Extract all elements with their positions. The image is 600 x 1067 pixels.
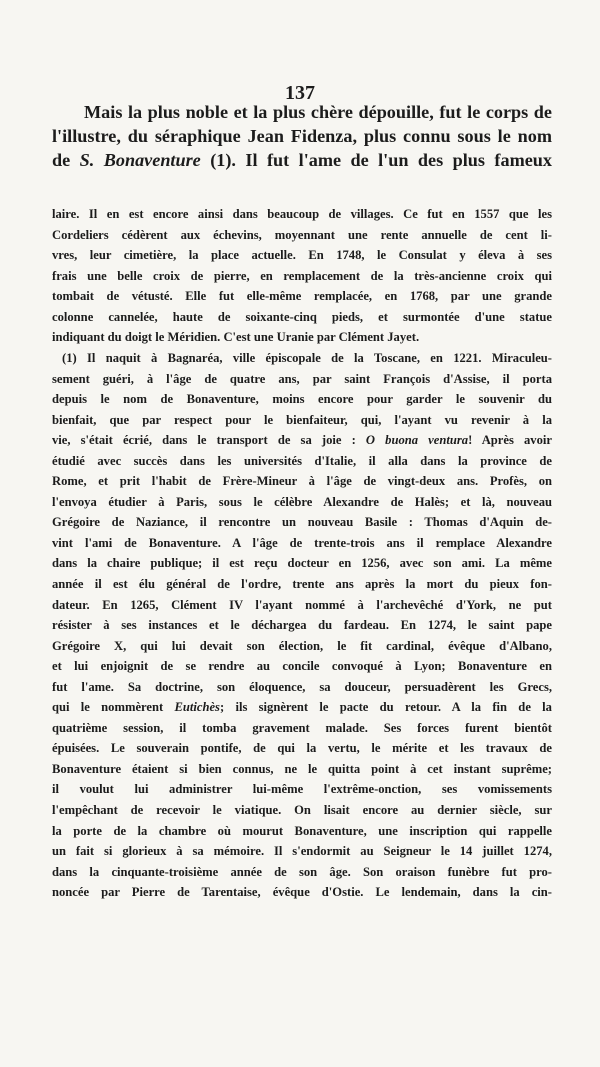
footnote-line: [52, 697, 552, 718]
footnote-line: Rome, et prit l'habit de Frère-Mineur à l'âge de vingt-deux ans. Profès, on: [52, 474, 552, 489]
text-segment: de: [52, 150, 80, 170]
footnote-line: Grégoire de Naziance, il rencontre un nouveau Basile : Thomas d'Aquin de-: [52, 515, 552, 530]
footnote-line: épuisées. Le souverain pontife, de qui la vertu, le mérite et les travaux de: [52, 741, 552, 756]
footnote-line: dans la cinquante-troisième année de son âge. Son oraison funèbre fut pro-: [52, 864, 552, 879]
italic-name: S. Bonaventure: [79, 150, 201, 170]
footnote-line: dans la chaire publique; il est reçu docteur en 1256, avec son ami. La même: [52, 556, 552, 571]
text-line: l'illustre, du séraphique Jean Fidenza, plus connu sous le nom: [52, 126, 552, 146]
footnote-1: [52, 348, 552, 903]
footnote-line: tombait de vétusté. Elle fut elle-même remplacée, en 1768, par une grande: [52, 289, 552, 304]
footnote-line: frais une belle croix de pierre, en remplacement de la très-ancienne croix qui: [52, 268, 552, 283]
footnote-line: vres, leur cimetière, la place actuelle. En 1748, le Consulat y éleva à ses: [52, 248, 552, 263]
footnote-continuation: [52, 204, 552, 348]
text-segment: ; ils signèrent le pacte du retour. A la fin de la: [219, 700, 552, 715]
footnote-line: bienfait, que par respect pour le bienfaiteur, qui, l'ayant vu revenir à la: [52, 412, 552, 427]
footnote-line: et lui enjoignit de se rendre au concile convoqué à Lyon; Bonaventure en: [52, 659, 552, 674]
italic-name: Eutichès: [174, 700, 220, 715]
text-line: [52, 148, 552, 172]
italic-quote: O buona ventura: [365, 433, 469, 448]
footnote-line: colonne cannelée, haute de soixante-cinq pieds, et surmontée d'une statue: [52, 309, 552, 324]
footnote-line: sement guéri, à l'âge de quatre ans, par saint François d'Assise, il porta: [52, 371, 552, 386]
footnote-line: résister à ses instances et le déchargea du fardeau. En 1274, le saint pape: [52, 618, 552, 633]
main-text-paragraph: [52, 100, 552, 172]
text-segment: ! Après avoir: [468, 433, 552, 448]
text-line: Mais la plus noble et la plus chère dépouille, fut le corps de: [84, 102, 552, 122]
page-number: 137: [285, 82, 315, 104]
footnote-line: la porte de la chambre où mourut Bonaventure, une inscription qui rappelle: [52, 823, 552, 838]
footnote-line: vint l'ami de Bonaventure. A l'âge de trente-trois ans il remplace Alexandre: [52, 535, 552, 550]
footnote-line: étudié avec succès dans les universités d'Italie, il alla dans la province de: [52, 453, 552, 468]
footnote-line: année il est élu général de l'ordre, trente ans après la mort du pieux fon-: [52, 577, 552, 592]
text-segment: vie, s'était écrié, dans le transport de sa joie :: [52, 433, 366, 448]
text-segment: (1). Il fut l'ame de l'un des plus fameux: [200, 150, 552, 170]
text-segment: qui le nommèrent: [52, 700, 175, 715]
footnote-line: indiquant du doigt le Méridien. C'est une Uranie par Clément Jayet.: [52, 330, 420, 345]
footnote-line: Cordeliers cédèrent aux échevins, moyennant une rente annuelle de cent li-: [52, 227, 552, 242]
footnote-line: l'empêchant de recevoir le viatique. On lisait encore au dernier siècle, sur: [52, 803, 552, 818]
footnote-line: un fait si glorieux à sa mémoire. Il s'endormit au Seigneur le 14 juillet 1274,: [52, 844, 552, 859]
footnote-line: fut l'ame. Sa doctrine, son éloquence, sa douceur, persuadèrent les Grecs,: [52, 679, 552, 694]
footnote-line: [52, 430, 552, 451]
footnote-line: laire. Il en est encore ainsi dans beaucoup de villages. Ce fut en 1557 que les: [52, 207, 552, 221]
footnote-line: il voulut lui administrer lui-même l'extrême-onction, ses vomissements: [52, 782, 552, 797]
footnote-line: dateur. En 1265, Clément IV l'ayant nommé à l'archevêché d'York, ne put: [52, 597, 552, 612]
footnote-line: (1) Il naquit à Bagnaréa, ville épiscopale de la Toscane, en 1221. Miraculeu-: [62, 351, 552, 365]
footnote-line: depuis le nom de Bonaventure, moins encore pour garder le souvenir du: [52, 392, 552, 407]
footnote-line: Bonaventure étaient si bien connus, ne le quitta point à cet instant suprême;: [52, 761, 552, 776]
footnote-line: quatrième session, il tomba gravement malade. Ses forces furent bientôt: [52, 720, 552, 735]
footnote-line: noncée par Pierre de Tarentaise, évêque d'Ostie. Le lendemain, dans la cin-: [52, 885, 552, 900]
footnote-line: Grégoire X, qui lui devait son élection, le fit cardinal, évêque d'Albano,: [52, 638, 552, 653]
footnote-line: l'envoya étudier à Paris, sous le célèbre Alexandre de Halès; et là, nouveau: [52, 494, 552, 509]
